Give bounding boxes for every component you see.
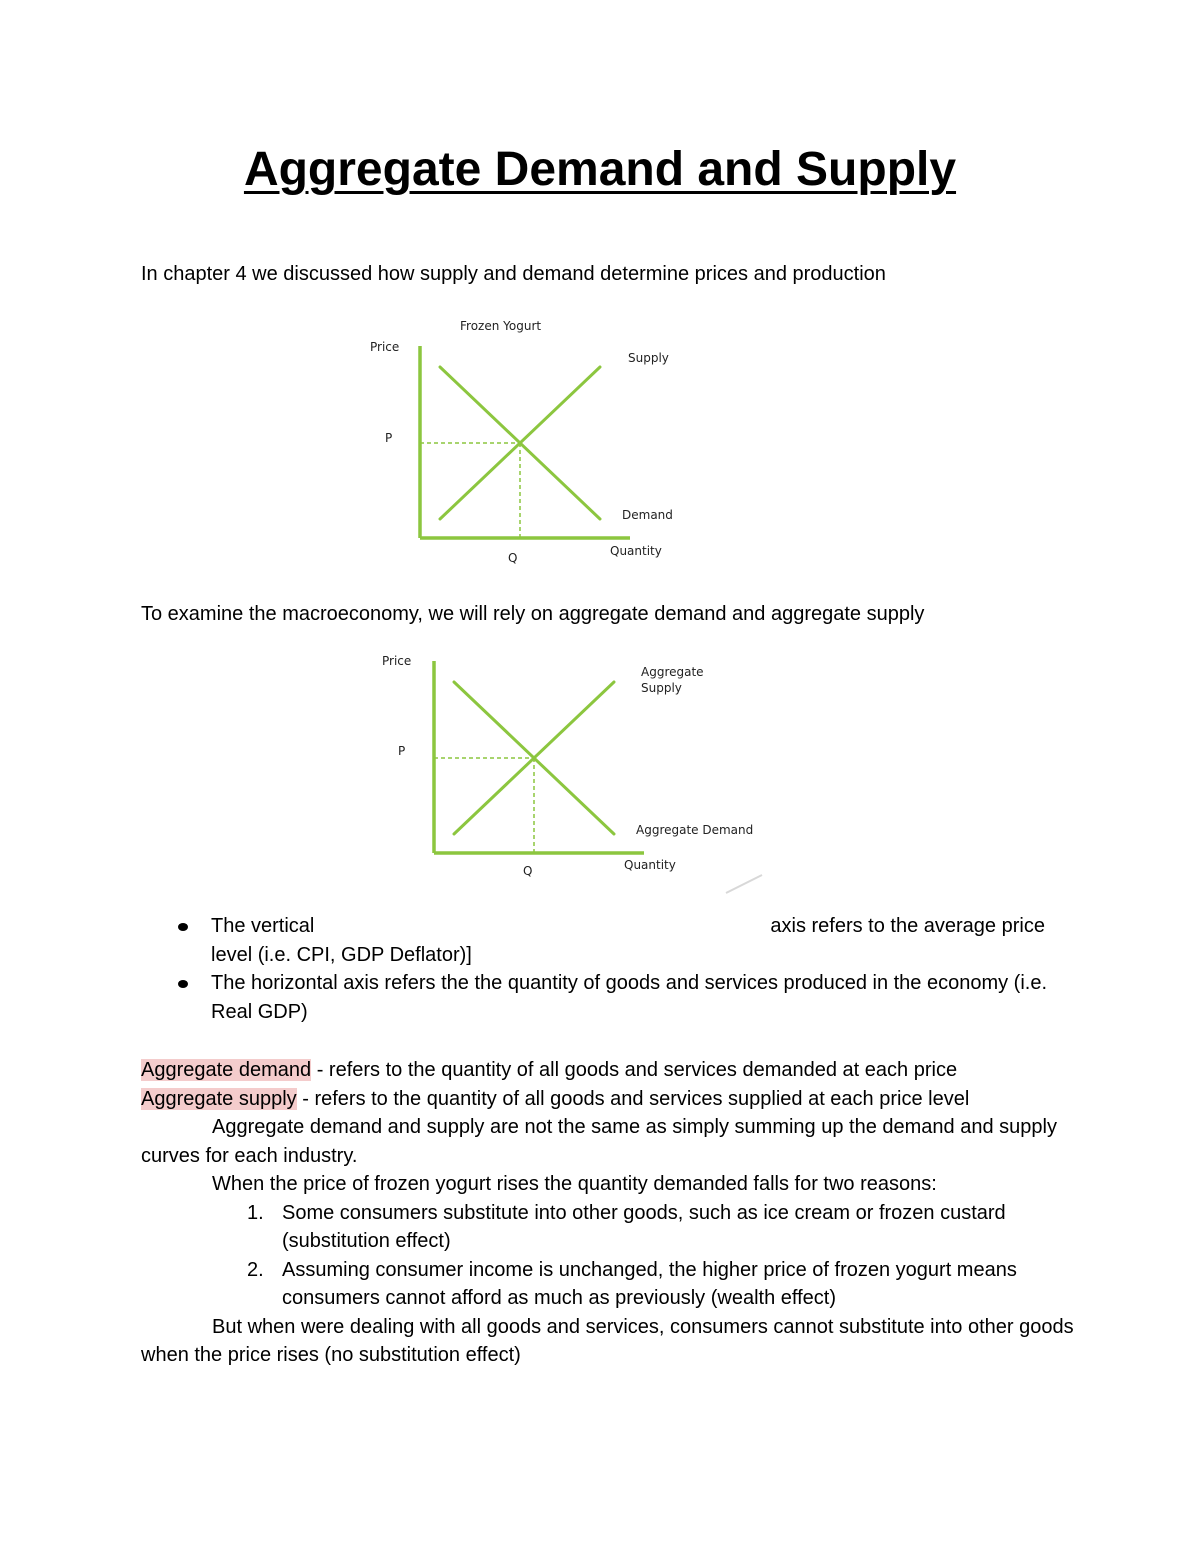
quantity-equilibrium-label: Q xyxy=(508,551,518,565)
y-axis-label: Price xyxy=(370,340,400,354)
list-item-text: Some consumers substitute into other goods, such as ice cream or frozen custard (substitution effect) xyxy=(282,1201,1006,1252)
page-title: Aggregate Demand and Supply xyxy=(243,143,957,196)
bullet-text-end: axis refers to the average price level (i.e. CPI, GDP Deflator)] xyxy=(211,915,1045,966)
price-equilibrium-label: P xyxy=(398,744,406,758)
list-number: 2. xyxy=(247,1258,264,1281)
x-axis-label: Quantity xyxy=(624,858,676,872)
highlighted-term: Aggregate supply xyxy=(141,1087,297,1110)
aggregate-supply-label-line2: Supply xyxy=(641,681,682,695)
intro-paragraph: In chapter 4 we discussed how supply and demand determine prices and production xyxy=(141,263,886,285)
bullet-icon xyxy=(178,923,188,931)
axis-bullet-list xyxy=(141,912,1061,1026)
bullet-text: The horizontal axis refers the the quantity of goods and services produced in the economy (i.e. Real GDP) xyxy=(211,972,1048,1023)
aggregate-chart xyxy=(370,645,770,900)
definitions-section xyxy=(141,1056,1081,1370)
frozen-yogurt-chart xyxy=(360,310,690,575)
aggregate-supply-label-line1: Aggregate xyxy=(641,665,704,679)
frozen-yogurt-chart-svg xyxy=(360,310,690,570)
aggregate-demand-label: Aggregate Demand xyxy=(636,823,754,837)
list-item-text: Assuming consumer income is unchanged, the higher price of frozen yogurt means consumers cannot afford as much as previously (wealth effect) xyxy=(282,1258,1017,1309)
price-equilibrium-label: P xyxy=(385,431,393,445)
supply-series-label: Supply xyxy=(628,351,669,365)
chart-title: Frozen Yogurt xyxy=(460,319,542,333)
bullet-text-start: The vertical xyxy=(211,915,315,937)
quantity-equilibrium-label: Q xyxy=(523,864,533,878)
definition-text: - refers to the quantity of all goods and services supplied at each price level xyxy=(296,1087,970,1110)
yogurt-paragraph: When the price of frozen yogurt rises the quantity demanded falls for two reasons: xyxy=(212,1173,937,1195)
bullet-item xyxy=(141,912,1061,969)
list-item xyxy=(141,1256,1081,1313)
demand-series-label: Demand xyxy=(622,508,673,522)
summing-paragraph: Aggregate demand and supply are not the same as simply summing up the demand and supply curves for each industry. xyxy=(141,1116,1057,1167)
list-item xyxy=(141,1199,1081,1256)
bullet-icon xyxy=(178,980,188,988)
definition-text: - refers to the quantity of all goods and services demanded at each price xyxy=(311,1059,958,1081)
bullet-item xyxy=(141,969,1061,1026)
x-axis-label: Quantity xyxy=(610,544,662,558)
macro-intro-paragraph: To examine the macroeconomy, we will rely on aggregate demand and aggregate supply xyxy=(141,603,925,625)
y-axis-label: Price xyxy=(382,654,412,668)
highlighted-term: Aggregate demand xyxy=(141,1059,312,1081)
all-goods-paragraph: But when were dealing with all goods and services, consumers cannot substitute into other goods when the price rises (no substitution effect) xyxy=(141,1315,1074,1366)
aggregate-demand-definition xyxy=(141,1056,1081,1085)
list-number: 1. xyxy=(247,1201,264,1224)
aggregate-chart-svg xyxy=(370,645,770,895)
aggregate-supply-definition xyxy=(141,1085,1081,1114)
reasons-list xyxy=(141,1199,1081,1313)
stray-mark xyxy=(726,875,762,893)
